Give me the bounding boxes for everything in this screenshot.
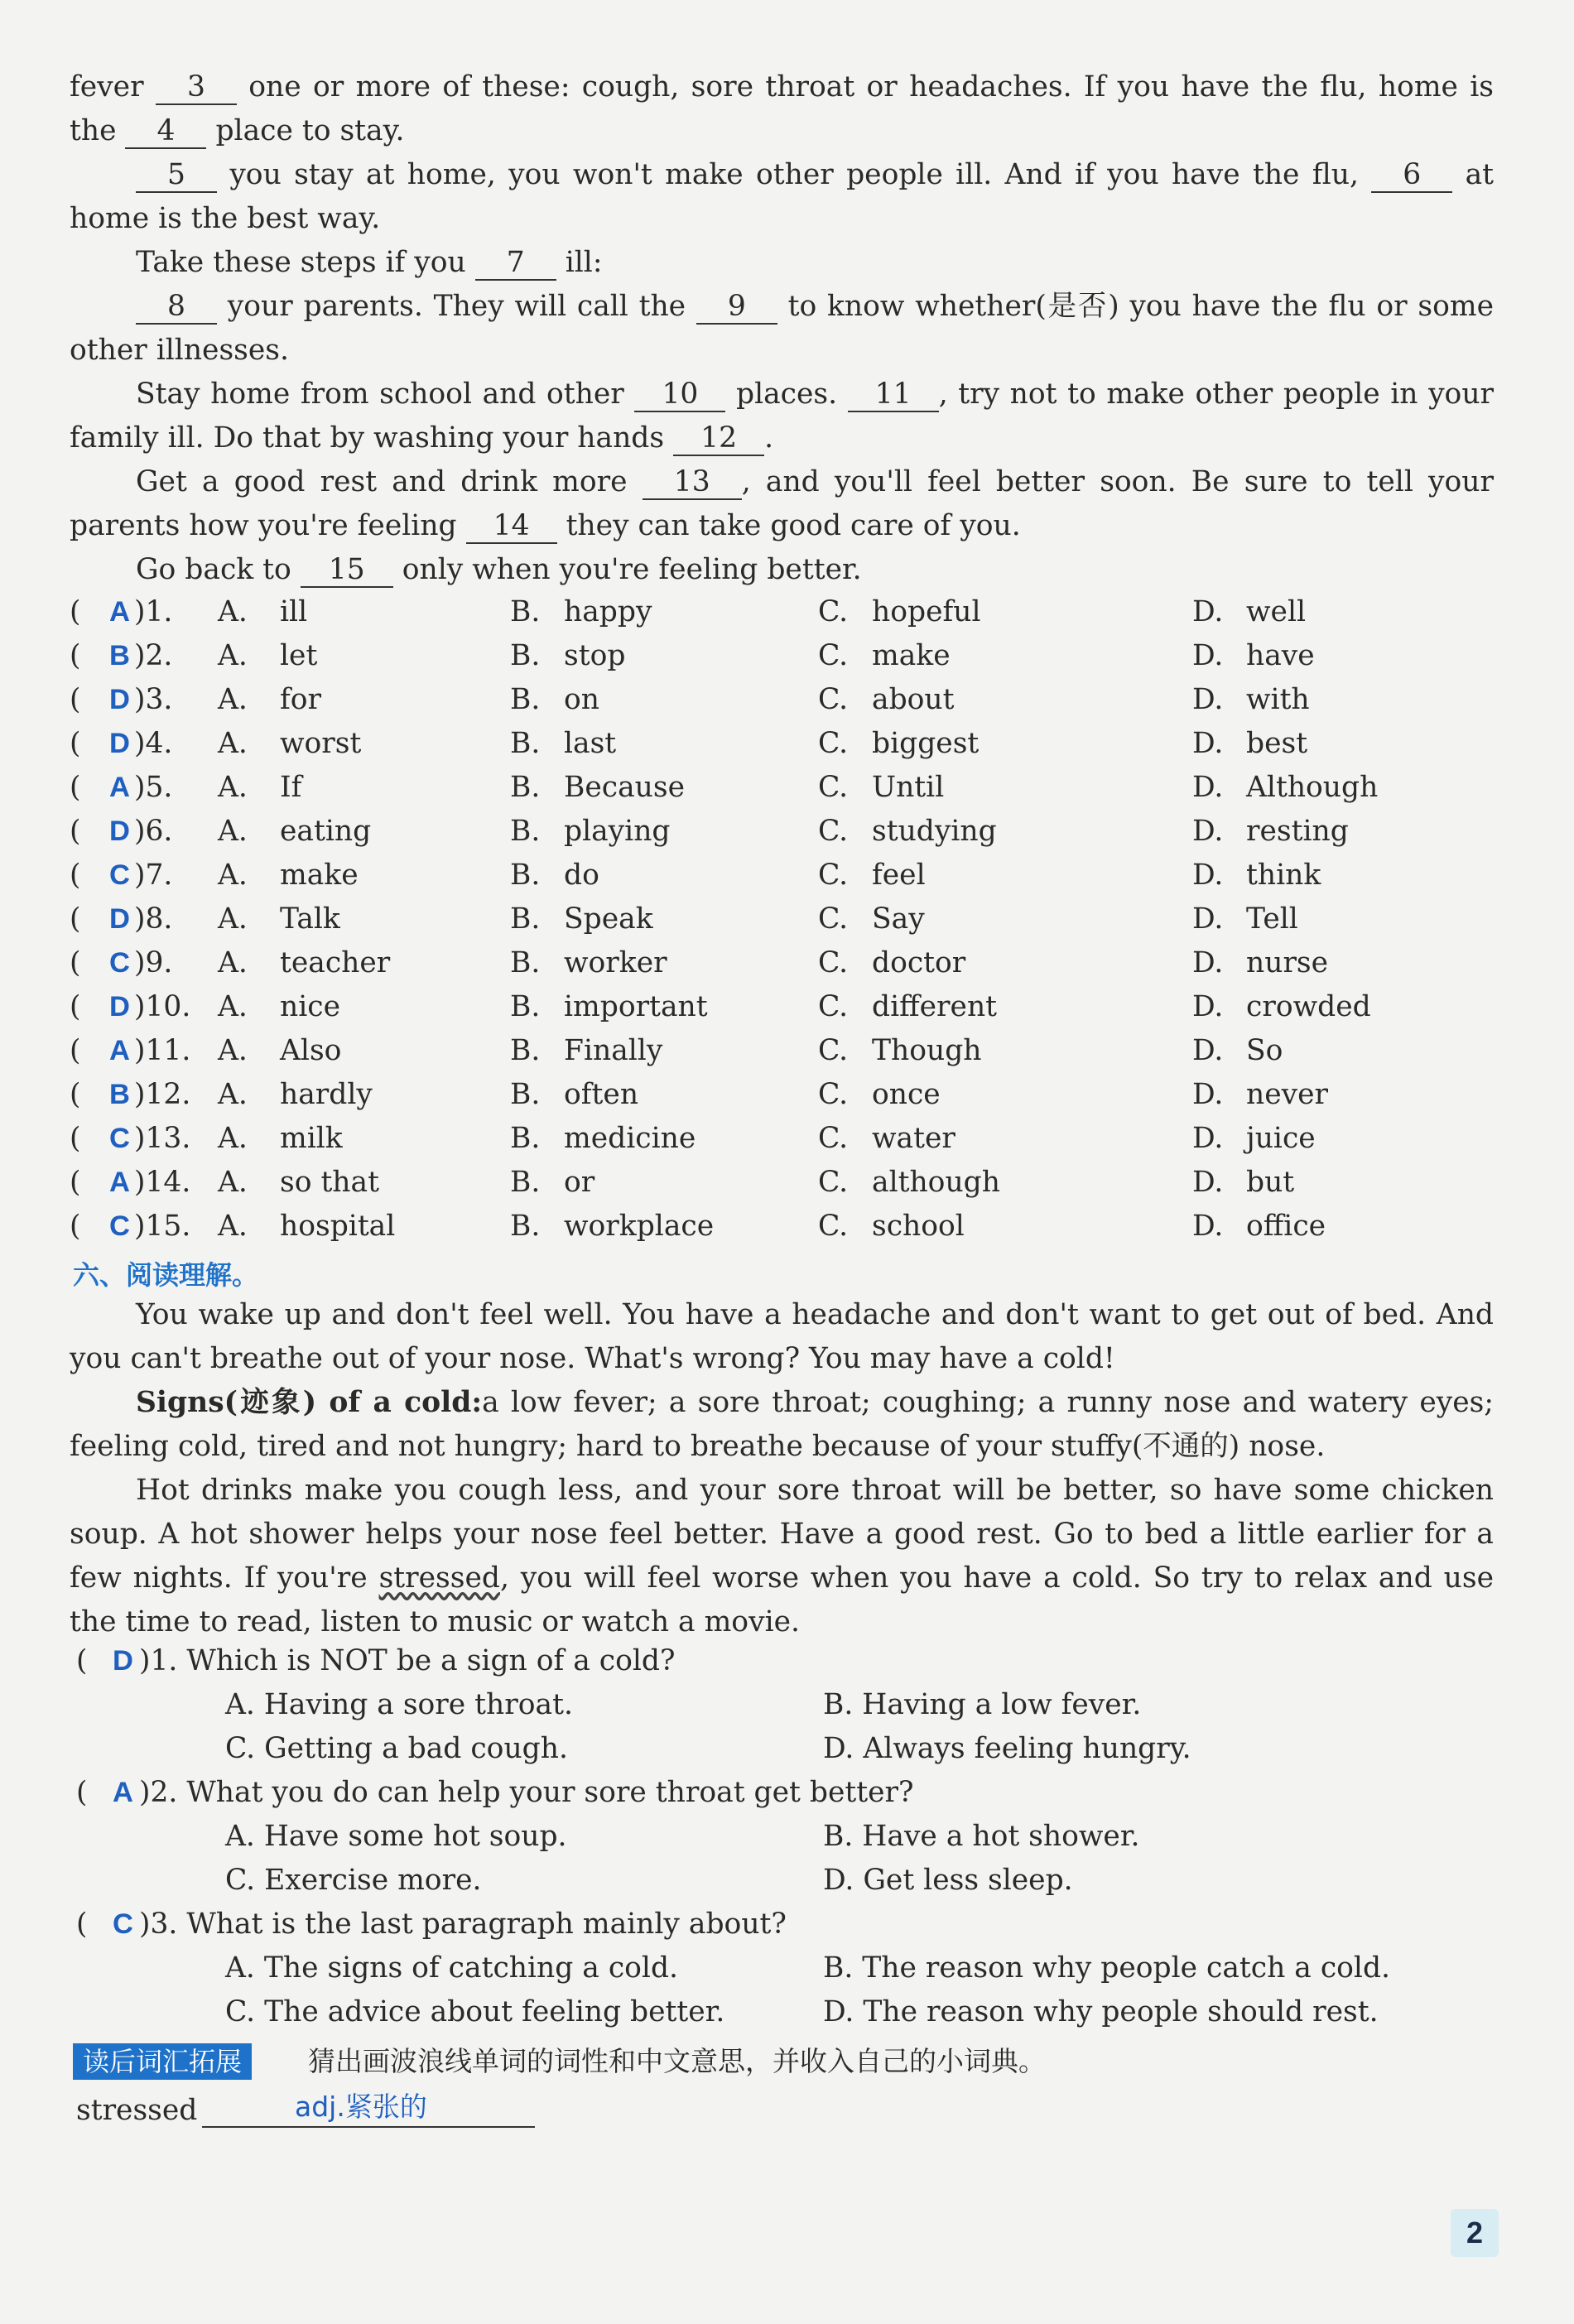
paren-open: ( — [76, 1776, 88, 1809]
option-a-text[interactable]: Talk — [280, 902, 340, 936]
answer-letter[interactable]: B — [109, 640, 130, 671]
question-number: )10. — [134, 990, 191, 1023]
option-d-text[interactable]: crowded — [1246, 990, 1371, 1023]
option-c-text[interactable]: different — [872, 990, 998, 1023]
option-a-label: A. — [218, 859, 248, 892]
signs-heading: Signs(迹象) of a cold: — [136, 1386, 483, 1419]
option-a-text[interactable]: eating — [280, 815, 372, 848]
option-c-text[interactable]: Until — [872, 771, 945, 804]
cloze-paragraph-3: Take these steps if you 7 ill: — [136, 246, 603, 279]
question-number: )6. — [134, 815, 173, 848]
option-d-label: D. — [1192, 639, 1224, 672]
option-d-text[interactable]: office — [1246, 1210, 1326, 1243]
question-number: )13. — [134, 1122, 191, 1155]
vocab-instruction: 猜出画波浪线单词的词性和中文意思，并收入自己的小词典。 — [308, 2045, 1046, 2077]
option-d-label: D. — [1192, 1034, 1224, 1067]
section-title: 六、阅读理解。 — [73, 1259, 259, 1291]
answer-letter[interactable]: A — [113, 1777, 133, 1808]
option-c-label: C. — [818, 727, 849, 760]
option-a-label: A. — [218, 990, 248, 1023]
option-d-text[interactable]: with — [1246, 683, 1310, 716]
blank-9[interactable]: 9 — [696, 290, 777, 325]
option-c[interactable]: C. The advice about feeling better. — [225, 1995, 725, 2028]
option-b-label: B. — [510, 815, 541, 848]
option-d-text[interactable]: resting — [1246, 815, 1349, 848]
question-number: )3. — [134, 683, 173, 716]
option-a-label: A. — [218, 1166, 248, 1199]
option-d-text[interactable]: well — [1246, 595, 1307, 628]
vocab-word: stressed — [76, 2094, 198, 2127]
option-a-label: A. — [218, 1078, 248, 1111]
option-b-text[interactable]: medicine — [564, 1122, 696, 1155]
cloze-question-row — [70, 985, 1527, 1029]
option-b-label: B. — [510, 1210, 541, 1243]
option-b-label: B. — [510, 1166, 541, 1199]
option-b-label: B. — [510, 595, 541, 628]
cloze-question-row — [70, 897, 1527, 941]
option-b-label: B. — [510, 859, 541, 892]
option-d-text[interactable]: have — [1246, 639, 1315, 672]
blank-11[interactable]: 11 — [848, 378, 939, 412]
cloze-paragraph-5: Stay home from school and other 10 places. 11 , try not to make other people in your family ill. Do that by washing your hands 12 . — [70, 378, 1495, 455]
option-c-label: C. — [818, 859, 849, 892]
option-b-text[interactable]: playing — [564, 815, 671, 848]
option-d-label: D. — [1192, 727, 1224, 760]
answer-letter[interactable]: C — [109, 947, 130, 979]
option-b-text[interactable]: often — [564, 1078, 639, 1111]
paren: ( — [70, 815, 81, 848]
answer-letter[interactable]: A — [109, 772, 130, 803]
option-c-label: C. — [818, 1078, 849, 1111]
answer-letter[interactable]: C — [109, 1210, 130, 1242]
option-a-text[interactable]: let — [280, 639, 318, 672]
paren: ( — [70, 1078, 81, 1111]
option-c-text[interactable]: feel — [872, 859, 926, 892]
answer-letter[interactable]: A — [109, 596, 130, 628]
option-c-text[interactable]: although — [872, 1166, 1000, 1199]
answer-letter[interactable]: C — [109, 1123, 130, 1154]
option-c-text[interactable]: Say — [872, 902, 925, 936]
option-b-label: B. — [510, 1122, 541, 1155]
question-number: )15. — [134, 1210, 191, 1243]
option-d-text[interactable]: but — [1246, 1166, 1295, 1199]
option-a-label: A. — [218, 595, 248, 628]
answer-letter[interactable]: A — [109, 1167, 130, 1198]
option-d-text[interactable]: Although — [1246, 771, 1379, 804]
cloze-question-row — [70, 854, 1527, 897]
option-b-text[interactable]: Because — [564, 771, 686, 804]
option-d-label: D. — [1192, 1166, 1224, 1199]
option-a-text[interactable]: Also — [280, 1034, 342, 1067]
option-a-label: A. — [218, 683, 248, 716]
question-number: )4. — [134, 727, 173, 760]
option-c-text[interactable]: school — [872, 1210, 965, 1243]
option-d-label: D. — [1192, 1122, 1224, 1155]
option-b[interactable]: B. Having a low fever. — [823, 1688, 1142, 1721]
cloze-paragraph-7: Go back to 15 only when you're feeling better. — [136, 553, 862, 586]
option-c-label: C. — [818, 1122, 849, 1155]
option-c-label: C. — [818, 1166, 849, 1199]
option-d-text[interactable]: best — [1246, 727, 1308, 760]
paren-open: ( — [76, 1644, 88, 1677]
option-b[interactable]: B. The reason why people catch a cold. — [823, 1951, 1390, 1985]
cloze-question-row — [70, 1117, 1527, 1161]
question-stem: )1. Which is NOT be a sign of a cold? — [139, 1644, 676, 1677]
paren: ( — [70, 1034, 81, 1067]
question-number: )14. — [134, 1166, 191, 1199]
option-c-label: C. — [818, 946, 849, 979]
paren: ( — [70, 683, 81, 716]
paren: ( — [70, 1210, 81, 1243]
option-c-label: C. — [818, 595, 849, 628]
paren: ( — [70, 595, 81, 628]
option-c-label: C. — [818, 1034, 849, 1067]
answer-letter[interactable]: D — [113, 1645, 133, 1677]
answer-letter[interactable]: D — [109, 728, 130, 759]
option-b-label: B. — [510, 946, 541, 979]
paren: ( — [70, 902, 81, 936]
blank-12[interactable]: 12 — [673, 421, 764, 456]
question-number: )9. — [134, 946, 173, 979]
option-a-text[interactable]: for — [280, 683, 322, 716]
option-a-label: A. — [218, 1034, 248, 1067]
option-b-label: B. — [510, 990, 541, 1023]
paren-open: ( — [76, 1908, 88, 1941]
option-c-text[interactable]: doctor — [872, 946, 966, 979]
question-number: )7. — [134, 859, 173, 892]
option-b-text[interactable]: workplace — [564, 1210, 715, 1243]
option-c-label: C. — [818, 683, 849, 716]
blank-7[interactable]: 7 — [475, 246, 556, 281]
option-d-label: D. — [1192, 771, 1224, 804]
option-a-label: A. — [218, 727, 248, 760]
option-a-text[interactable]: nice — [280, 990, 340, 1023]
option-a-text[interactable]: ill — [280, 595, 308, 628]
option-a-label: A. — [218, 1210, 248, 1243]
vocab-tag: 读后词汇拓展 — [73, 2043, 252, 2080]
cloze-question-row — [70, 810, 1527, 854]
blank-13[interactable]: 13 — [643, 465, 742, 500]
paren: ( — [70, 1166, 81, 1199]
option-b[interactable]: B. Have a hot shower. — [823, 1820, 1140, 1853]
blank-4[interactable]: 4 — [125, 114, 206, 149]
option-c-label: C. — [818, 771, 849, 804]
cloze-paragraph-1: fever 3 one or more of these: cough, sore throat or headaches. If you have the flu, home is the 4 place to stay. — [70, 70, 1495, 147]
option-d[interactable]: D. The reason why people should rest. — [823, 1995, 1379, 2028]
cloze-question-row — [70, 634, 1527, 678]
option-c-label: C. — [818, 815, 849, 848]
option-b-text[interactable]: important — [564, 990, 708, 1023]
option-c-label: C. — [818, 639, 849, 672]
option-d-text[interactable]: So — [1246, 1034, 1283, 1067]
question-number: )12. — [134, 1078, 191, 1111]
paren: ( — [70, 1122, 81, 1155]
paren: ( — [70, 990, 81, 1023]
option-d-label: D. — [1192, 1210, 1224, 1243]
reading-paragraph-1: You wake up and don't feel well. You have a headache and don't want to get out of bed. And you can't breathe out of your nose. What's wrong? You may have a cold! — [70, 1298, 1494, 1375]
option-c-text[interactable]: about — [872, 683, 955, 716]
option-b-label: B. — [510, 1078, 541, 1111]
question-number: )1. — [134, 595, 173, 628]
option-d-label: D. — [1192, 815, 1224, 848]
option-b-text[interactable]: Finally — [564, 1034, 663, 1067]
option-b-label: B. — [510, 727, 541, 760]
question-stem: )3. What is the last paragraph mainly about? — [139, 1908, 787, 1941]
option-a-text[interactable]: If — [280, 771, 302, 804]
option-d-label: D. — [1192, 859, 1224, 892]
option-c-text[interactable]: studying — [872, 815, 997, 848]
blank-14[interactable]: 14 — [466, 509, 557, 544]
option-a-label: A. — [218, 946, 248, 979]
option-d-text[interactable]: Tell — [1246, 902, 1298, 936]
option-b-text[interactable]: worker — [564, 946, 667, 979]
option-c-label: C. — [818, 1210, 849, 1243]
option-a-label: A. — [218, 902, 248, 936]
option-b-text[interactable]: Speak — [564, 902, 653, 936]
wavy-word: stressed — [378, 1561, 500, 1595]
option-b-text[interactable]: happy — [564, 595, 652, 628]
option-d[interactable]: D. Get less sleep. — [823, 1864, 1073, 1897]
cloze-paragraph-2: 5 you stay at home, you won't make other people ill. And if you have the flu, 6 at home is the best way. — [70, 158, 1495, 235]
option-d-text[interactable]: think — [1246, 859, 1321, 892]
option-b-text[interactable]: do — [564, 859, 599, 892]
option-d-label: D. — [1192, 990, 1224, 1023]
blank-6[interactable]: 6 — [1371, 158, 1452, 193]
cloze-paragraph-6: Get a good rest and drink more 13 , and you'll feel better soon. Be sure to tell your parents how you're feeling 14 they can take good care of you. — [70, 465, 1495, 542]
option-c-text[interactable]: make — [872, 639, 951, 672]
option-b-text[interactable]: or — [564, 1166, 595, 1199]
question-number: )2. — [134, 639, 173, 672]
option-a[interactable]: A. Having a sore throat. — [225, 1688, 573, 1721]
option-a-text[interactable]: so that — [280, 1166, 379, 1199]
option-d-text[interactable]: nurse — [1246, 946, 1329, 979]
cloze-question-row — [70, 1029, 1527, 1073]
answer-letter[interactable]: C — [113, 1908, 133, 1940]
question-number: )8. — [134, 902, 173, 936]
cloze-question-row — [70, 1205, 1527, 1249]
option-a-text[interactable]: hardly — [280, 1078, 373, 1111]
blank-3[interactable]: 3 — [156, 70, 237, 105]
option-c[interactable]: C. Getting a bad cough. — [225, 1732, 568, 1765]
cloze-question-row — [70, 590, 1527, 634]
option-c-label: C. — [818, 990, 849, 1023]
option-a[interactable]: A. Have some hot soup. — [225, 1820, 567, 1853]
reading-paragraph-3: Hot drinks make you cough less, and your sore throat will be better, so have some chicken soup. A hot shower helps your nose feel better. Have a good rest. Go to bed a little earlier for a few nights. If you're stressed, you will feel worse when you have a cold. So try to relax and use the time to read, listen to music or watch a movie. — [70, 1474, 1494, 1638]
paren: ( — [70, 639, 81, 672]
answer-letter[interactable]: D — [109, 903, 130, 935]
option-b-label: B. — [510, 771, 541, 804]
cloze-paragraph-4: 8 your parents. They will call the 9 to know whether(是否) you have the flu or some other illnesses. — [70, 290, 1495, 367]
option-a[interactable]: A. The signs of catching a cold. — [225, 1951, 678, 1985]
option-c-text[interactable]: once — [872, 1078, 941, 1111]
option-d-label: D. — [1192, 1078, 1224, 1111]
paren: ( — [70, 946, 81, 979]
cloze-question-row — [70, 1073, 1527, 1117]
option-c-label: C. — [818, 902, 849, 936]
option-a-label: A. — [218, 815, 248, 848]
option-b-text[interactable]: last — [564, 727, 617, 760]
option-d[interactable]: D. Always feeling hungry. — [823, 1732, 1191, 1765]
option-d-text[interactable]: never — [1246, 1078, 1329, 1111]
blank-5[interactable]: 5 — [136, 158, 217, 193]
option-a-label: A. — [218, 1122, 248, 1155]
option-b-label: B. — [510, 902, 541, 936]
question-number: )5. — [134, 771, 173, 804]
option-a-label: A. — [218, 771, 248, 804]
option-d-label: D. — [1192, 683, 1224, 716]
option-c-text[interactable]: water — [872, 1122, 955, 1155]
paren: ( — [70, 859, 81, 892]
option-b-text[interactable]: on — [564, 683, 599, 716]
option-a-text[interactable]: make — [280, 859, 359, 892]
vocab-answer[interactable]: adj.紧张的 — [295, 2091, 427, 2123]
answer-letter[interactable]: C — [109, 859, 130, 891]
option-d-label: D. — [1192, 595, 1224, 628]
option-a-text[interactable]: teacher — [280, 946, 391, 979]
option-a-text[interactable]: worst — [280, 727, 362, 760]
option-c[interactable]: C. Exercise more. — [225, 1864, 482, 1897]
answer-letter[interactable]: B — [109, 1079, 130, 1110]
reading-paragraph-2: Signs(迹象) of a cold:a low fever; a sore throat; coughing; a runny nose and watery eyes; feeling cold, tired and not hungry; hard to breathe because of your stuffy(不通的) nose. — [70, 1386, 1494, 1463]
option-c-text[interactable]: biggest — [872, 727, 980, 760]
answer-letter[interactable]: A — [109, 1035, 130, 1066]
option-a-label: A. — [218, 639, 248, 672]
option-b-text[interactable]: stop — [564, 639, 626, 672]
option-d-label: D. — [1192, 946, 1224, 979]
question-stem: )2. What you do can help your sore throat get better? — [139, 1776, 914, 1809]
blank-15[interactable]: 15 — [301, 553, 393, 588]
option-a-text[interactable]: hospital — [280, 1210, 396, 1243]
cloze-question-row — [70, 722, 1527, 766]
option-b-label: B. — [510, 1034, 541, 1067]
option-c-text[interactable]: Though — [872, 1034, 982, 1067]
blank-10[interactable]: 10 — [634, 378, 725, 412]
paren: ( — [70, 727, 81, 760]
cloze-question-row — [70, 1161, 1527, 1205]
blank-8[interactable]: 8 — [136, 290, 217, 325]
option-b-label: B. — [510, 639, 541, 672]
cloze-question-row — [70, 766, 1527, 810]
cloze-question-row — [70, 678, 1527, 722]
question-number: )11. — [134, 1034, 191, 1067]
option-c-text[interactable]: hopeful — [872, 595, 981, 628]
page-number: 2 — [1451, 2209, 1499, 2257]
option-d-label: D. — [1192, 902, 1224, 936]
answer-letter[interactable]: D — [109, 816, 130, 847]
cloze-question-row — [70, 941, 1527, 985]
paren: ( — [70, 771, 81, 804]
answer-letter[interactable]: D — [109, 991, 130, 1022]
option-b-label: B. — [510, 683, 541, 716]
answer-letter[interactable]: D — [109, 684, 130, 715]
option-a-text[interactable]: milk — [280, 1122, 343, 1155]
option-d-text[interactable]: juice — [1246, 1122, 1316, 1155]
